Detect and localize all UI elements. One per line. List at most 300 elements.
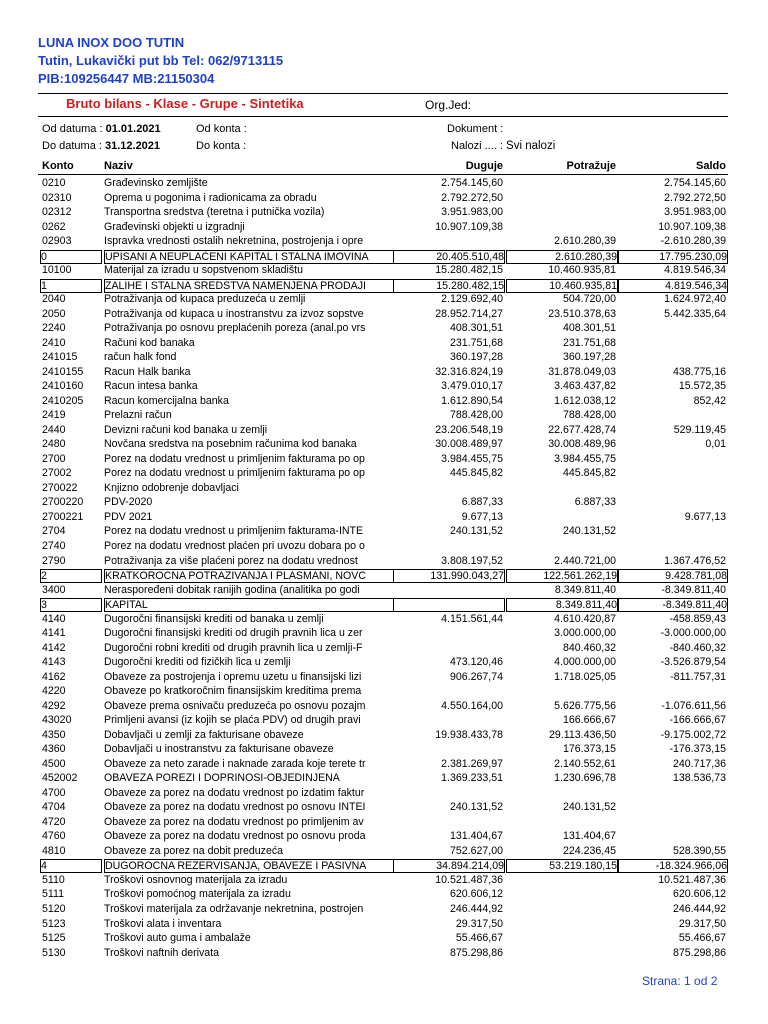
row-naziv: Porez na dodatu vrednost plaćen pri uvozu dobara po o — [104, 540, 365, 552]
row-saldo: -166.666,67 — [669, 714, 726, 727]
date-from — [42, 123, 161, 135]
table-row — [38, 787, 728, 802]
row-naziv: Troškovi pomoćnog materijala za izradu — [104, 888, 291, 901]
row-potrazuje: 2.440.721,00 — [554, 554, 616, 567]
row-duguje — [393, 598, 505, 612]
row-naziv: Dugoročni finansijski krediti od drugih pravnih lica u zer — [104, 627, 363, 640]
row-naziv: Obaveze za neto zarade i naknade zarada koje terete tr — [104, 757, 366, 770]
row-saldo: 29.317,50 — [678, 917, 726, 930]
row-naziv: Obaveze za porez na dodatu vrednost po osnovu proda — [104, 830, 366, 843]
row-naziv: Primljeni avansi (iz kojih se plaća PDV) od drugih pravi — [104, 714, 361, 727]
row-naziv: Obaveze za porez na dobit preduzeća — [104, 844, 284, 857]
row-duguje: 131.990.043,27 — [393, 569, 505, 583]
row-potrazuje: 5.626.775,56 — [554, 699, 616, 712]
row-saldo: 15.572,35 — [678, 380, 726, 393]
table-row — [38, 830, 728, 845]
row-konto: 5125 — [42, 932, 66, 945]
row-saldo: -811.757,31 — [670, 670, 726, 683]
row-potrazuje: 2.610.280,39 — [554, 235, 616, 248]
table-row — [38, 888, 728, 903]
row-konto: 0210 — [42, 177, 66, 189]
row-saldo: 10.521.487,36 — [658, 873, 726, 886]
row-duguje: 32.316.824,19 — [435, 365, 503, 378]
row-saldo: 528.390,55 — [672, 844, 726, 857]
row-potrazuje: 3.000.000,00 — [554, 627, 616, 640]
row-duguje: 788.428,00 — [449, 409, 503, 422]
row-potrazuje: 30.008.489,96 — [548, 438, 616, 451]
row-naziv: PDV 2021 — [104, 510, 153, 523]
row-duguje: 23.206.548,19 — [435, 423, 503, 436]
row-konto: 4142 — [42, 641, 66, 654]
row-duguje: 906.267,74 — [449, 670, 503, 683]
row-saldo: 10.907.109,38 — [658, 220, 726, 233]
row-saldo: 852,42 — [693, 394, 726, 407]
row-naziv: Transportna sredstva (teretna i putnička vozila) — [104, 206, 325, 219]
row-saldo: -3.000.000,00 — [660, 627, 726, 640]
row-konto: 5111 — [42, 888, 64, 901]
row-konto: 2700220 — [42, 496, 84, 509]
row-konto: 4140 — [42, 612, 66, 625]
table-row — [38, 685, 728, 700]
row-duguje: 3.984.455,75 — [441, 452, 503, 465]
row-potrazuje: 23.510.378,63 — [548, 307, 616, 320]
date-from-label: Od datuma : — [42, 123, 103, 135]
row-naziv: Potraživanja od kupaca u inostranstvu za izvoz sopstve — [104, 307, 364, 320]
row-potrazuje: 53.219.180,15 — [506, 859, 618, 873]
row-saldo: -8.349.811,40 — [661, 583, 726, 596]
row-naziv: Građevinski objekti u izgradnji — [104, 220, 245, 233]
row-duguje: 34.894.214,09 — [393, 859, 505, 873]
row-potrazuje: 4.610.420,87 — [554, 612, 616, 625]
row-konto: 4 — [40, 859, 102, 873]
row-naziv: Novčana sredstva na posebnim računima kod banaka — [104, 438, 357, 451]
table-row — [38, 801, 728, 816]
row-duguje: 473.120,46 — [449, 656, 503, 669]
table-row — [38, 584, 728, 599]
row-potrazuje: 166.666,67 — [562, 714, 616, 727]
table-row — [38, 351, 728, 366]
row-konto: 5123 — [42, 917, 66, 930]
table-row — [38, 322, 728, 337]
row-konto: 4220 — [42, 685, 66, 698]
row-konto: 10100 — [42, 264, 72, 277]
row-duguje: 2.129.692,40 — [441, 293, 503, 306]
row-saldo: -1.076.611,56 — [661, 699, 726, 712]
row-saldo: -458.859,43 — [669, 612, 726, 625]
row-konto: 270022 — [42, 481, 78, 494]
row-duguje: 15.280.482,15 — [393, 279, 505, 293]
row-naziv: Obaveze po kratkoročnim finansijskim kreditima prema — [104, 685, 362, 698]
table-row — [38, 424, 728, 439]
table-row — [38, 453, 728, 468]
table-row — [38, 729, 728, 744]
account-from-label: Od konta : — [196, 123, 247, 135]
table-row — [38, 206, 728, 221]
row-potrazuje: 31.878.049,03 — [548, 365, 616, 378]
row-konto: 0 — [40, 250, 102, 264]
table-row — [38, 235, 728, 250]
row-konto: 5120 — [42, 903, 66, 915]
row-naziv: Građevinsko zemljište — [104, 177, 208, 189]
row-duguje: 55.466,67 — [455, 932, 503, 945]
row-duguje: 360.197,28 — [449, 351, 503, 364]
row-potrazuje: 231.751,68 — [562, 336, 616, 349]
row-konto: 27002 — [42, 467, 72, 480]
row-duguje: 10.521.487,36 — [435, 873, 503, 886]
col-potrazuje: Potražuje — [566, 160, 616, 172]
company-ids: PIB:109256447 MB:21150304 — [38, 71, 215, 86]
row-duguje: 240.131,52 — [449, 525, 503, 538]
row-saldo: 620.606,12 — [672, 888, 726, 901]
col-konto: Konto — [42, 160, 74, 172]
row-potrazuje: 131.404,67 — [562, 830, 616, 843]
row-saldo: -2.610.280,39 — [660, 235, 726, 248]
table-row — [38, 671, 728, 686]
row-potrazuje: 1.718.025,05 — [554, 670, 616, 683]
row-naziv: Dugoročni finansijski krediti od banaka u zemlji — [104, 612, 324, 625]
row-potrazuje: 3.463.437,82 — [554, 380, 616, 393]
row-konto: 2740 — [42, 540, 66, 552]
row-saldo: 438.775,16 — [672, 365, 726, 378]
row-potrazuje: 2.140.552,61 — [554, 757, 616, 770]
row-duguje: 1.369.233,51 — [441, 772, 503, 785]
row-naziv: PDV-2020 — [104, 496, 153, 509]
row-naziv: Racun komercijalna banka — [104, 394, 229, 407]
row-duguje: 30.008.489,97 — [435, 438, 503, 451]
table-row — [38, 816, 728, 831]
row-potrazuje: 1.612.038,12 — [554, 394, 616, 407]
table-row — [38, 947, 728, 962]
date-to-value: 31.12.2021 — [104, 140, 161, 152]
row-konto: 43020 — [42, 714, 72, 727]
table-row — [38, 221, 728, 236]
row-naziv: Potraživanja od kupaca preduzeća u zemlji — [104, 293, 306, 306]
title-bar — [38, 93, 728, 117]
row-naziv: UPISANI A NEUPLAĆENI KAPITAL I STALNA IMOVINA — [104, 250, 394, 264]
table-row — [38, 540, 728, 555]
row-naziv: Obaveze prema osnivaču preduzeća po osnovu pozajm — [104, 699, 366, 712]
row-konto: 2790 — [42, 554, 66, 567]
page-indicator: Strana: 1 od 2 — [642, 974, 718, 988]
row-konto: 02312 — [42, 206, 72, 219]
row-duguje: 10.907.109,38 — [435, 220, 503, 233]
row-saldo: 2.754.145,60 — [664, 177, 726, 189]
class-total-row — [38, 279, 728, 294]
row-potrazuje: 122.561.262,19 — [506, 569, 618, 583]
row-duguje: 28.952.714,27 — [435, 307, 503, 320]
row-potrazuje: 176.373,15 — [562, 743, 616, 756]
row-saldo: -3.526.879,54 — [660, 656, 726, 669]
row-potrazuje: 504.720,00 — [562, 293, 616, 306]
table-row — [38, 293, 728, 308]
row-konto: 2700 — [42, 452, 66, 465]
row-konto: 4760 — [42, 830, 66, 843]
row-naziv: ZALIHE I STALNA SREDSTVA NAMENJENA PRODAJI — [104, 279, 394, 293]
row-naziv: Obaveze za postrojenja i opremu uzetu u finansijski lizi — [104, 670, 362, 683]
table-row — [38, 845, 728, 860]
row-konto: 2240 — [42, 322, 66, 335]
row-duguje: 2.792.272,50 — [441, 191, 503, 204]
table-row — [38, 903, 728, 918]
table-row — [38, 743, 728, 758]
row-potrazuje: 408.301,51 — [562, 322, 616, 335]
row-duguje: 3.479.010,17 — [441, 380, 503, 393]
row-konto: 0262 — [42, 220, 66, 233]
table-row — [38, 192, 728, 207]
date-from-value: 01.01.2021 — [105, 123, 161, 135]
row-saldo: 4.819.546,34 — [664, 264, 726, 277]
row-duguje: 4.550.164,00 — [441, 699, 503, 712]
table-row — [38, 482, 728, 497]
row-naziv: DUGOROCNA REZERVISANJA, OBAVEZE I PASIVNA — [104, 859, 394, 873]
row-konto: 1 — [40, 279, 102, 293]
row-potrazuje: 445.845,82 — [562, 467, 616, 480]
row-saldo: 875.298,86 — [672, 946, 726, 959]
row-naziv: Troškovi auto guma i ambalaže — [104, 932, 251, 945]
row-duguje: 408.301,51 — [449, 322, 503, 335]
row-naziv: Devizni računi kod banaka u zemlji — [104, 423, 268, 436]
row-duguje: 1.612.890,54 — [441, 394, 503, 407]
col-saldo: Saldo — [696, 160, 726, 172]
class-total-row — [38, 598, 728, 613]
row-konto: 4360 — [42, 743, 66, 756]
row-konto: 4704 — [42, 801, 66, 814]
table-row — [38, 642, 728, 657]
row-naziv: Računi kod banaka — [104, 336, 195, 349]
row-konto: 2410155 — [42, 365, 84, 378]
row-saldo: -8.349.811,40 — [618, 598, 728, 612]
row-naziv: Dobavljači u zemlji za fakturisane obaveze — [104, 728, 304, 741]
row-duguje: 620.606,12 — [449, 888, 503, 901]
row-duguje: 445.845,82 — [449, 467, 503, 480]
table-row — [38, 700, 728, 715]
row-saldo: 17.795.230,09 — [618, 250, 728, 264]
table-row — [38, 409, 728, 424]
row-duguje: 20.405.510,48 — [393, 250, 505, 264]
table-row — [38, 772, 728, 787]
row-konto: 4350 — [42, 728, 66, 741]
row-naziv: Porez na dodatu vrednost u primljenim fakturama po op — [104, 467, 365, 480]
row-duguje: 19.938.433,78 — [435, 728, 503, 741]
row-saldo: 240.717,36 — [672, 757, 726, 770]
row-konto: 2410160 — [42, 380, 84, 393]
row-duguje: 240.131,52 — [449, 801, 503, 814]
row-naziv: Troškovi naftnih derivata — [104, 946, 220, 959]
row-saldo: 55.466,67 — [678, 932, 726, 945]
table-row — [38, 627, 728, 642]
row-naziv: Knjizno odobrenje dobavljaci — [104, 481, 239, 494]
row-duguje: 9.677,13 — [461, 510, 503, 523]
row-konto: 2050 — [42, 307, 66, 320]
row-potrazuje: 2.610.280,39 — [506, 250, 618, 264]
document-label: Dokument : — [447, 123, 504, 135]
table-row — [38, 511, 728, 526]
row-saldo: 2.792.272,50 — [664, 191, 726, 204]
row-naziv: račun halk fond — [104, 351, 177, 364]
table-row — [38, 380, 728, 395]
row-saldo: 0,01 — [705, 438, 726, 451]
row-saldo: -840.460,32 — [669, 641, 726, 654]
table-row — [38, 525, 728, 540]
table-row — [38, 337, 728, 352]
row-duguje: 2.381.269,97 — [441, 757, 503, 770]
row-saldo: 1.367.476,52 — [664, 554, 726, 567]
row-saldo: 4.819.546,34 — [618, 279, 728, 293]
table-row — [38, 656, 728, 671]
row-naziv: Dugoročni robni krediti od drugih pravnih lica u zemlji-F — [104, 641, 363, 654]
company-name: LUNA INOX DOO TUTIN — [38, 35, 185, 50]
row-saldo: 138.536,73 — [672, 772, 726, 785]
account-to-label: Do konta : — [196, 140, 247, 152]
row-saldo: 529.119,45 — [673, 423, 726, 436]
row-konto: 4141 — [42, 627, 66, 640]
row-saldo: 246.444,92 — [672, 903, 726, 915]
row-naziv: Potraživanja po osnovu preplaćenih poreza (anal.po vrs — [104, 322, 366, 335]
row-naziv: OBAVEZA POREZI I DOPRINOSI-OBJEDINJENA — [104, 772, 340, 785]
report-title: Bruto bilans - Klase - Grupe - Sintetika — [66, 96, 304, 111]
row-duguje: 15.280.482,15 — [435, 264, 503, 277]
row-konto: 3 — [40, 598, 102, 612]
row-konto: 4500 — [42, 757, 66, 770]
row-naziv: Potraživanja za više plaćeni porez na dodatu vrednost — [104, 554, 358, 567]
row-konto: 452002 — [42, 772, 78, 785]
row-duguje: 4.151.561,44 — [441, 612, 503, 625]
date-to-label: Do datuma : — [42, 140, 102, 152]
company-address: Tutin, Lukavički put bb Tel: 062/9713115 — [38, 53, 284, 68]
row-duguje: 3.951.983,00 — [441, 206, 503, 219]
row-potrazuje: 29.113.436,50 — [549, 728, 616, 741]
row-potrazuje: 224.236,45 — [562, 844, 616, 857]
row-duguje: 2.754.145,60 — [441, 177, 503, 189]
row-naziv: Obaveze za porez na dodatu vrednost po primljenim av — [104, 815, 364, 828]
table-row — [38, 613, 728, 628]
row-konto: 2410205 — [42, 394, 84, 407]
row-potrazuje: 6.887,33 — [574, 496, 616, 509]
row-konto: 2 — [40, 569, 102, 583]
row-duguje: 6.887,33 — [461, 496, 503, 509]
row-naziv: KAPITAL — [104, 598, 394, 612]
row-naziv: Oprema u pogonima i radionicama za obradu — [104, 191, 317, 204]
row-konto: 4810 — [42, 844, 66, 857]
row-konto: 4292 — [42, 699, 66, 712]
table-row — [38, 467, 728, 482]
table-row — [38, 308, 728, 323]
row-potrazuje: 360.197,28 — [562, 351, 616, 364]
row-konto: 241015 — [42, 351, 78, 364]
table-row — [38, 438, 728, 453]
row-naziv: Troškovi alata i inventara — [104, 917, 222, 930]
row-duguje: 875.298,86 — [449, 946, 503, 959]
col-duguje: Duguje — [465, 160, 503, 172]
row-saldo: -176.373,15 — [669, 743, 726, 756]
row-konto: 2480 — [42, 438, 66, 451]
row-naziv: Porez na dodatu vrednost u primljenim fakturama-INTE — [104, 525, 364, 538]
class-total-row — [38, 250, 728, 265]
row-konto: 2704 — [42, 525, 66, 538]
row-potrazuje: 788.428,00 — [562, 409, 616, 422]
row-konto: 5110 — [42, 873, 65, 886]
row-konto: 02903 — [42, 235, 72, 248]
row-naziv: Dugoročni krediti od fizičkih lica u zemlji — [104, 656, 291, 669]
row-duguje: 3.808.197,52 — [441, 554, 503, 567]
row-potrazuje: 840.460,32 — [562, 641, 616, 654]
row-duguje: 29.317,50 — [455, 917, 503, 930]
row-potrazuje: 3.984.455,75 — [554, 452, 616, 465]
org-unit-label: Org.Jed: — [425, 98, 472, 112]
table-header — [38, 160, 728, 175]
row-konto: 2440 — [42, 423, 66, 436]
row-saldo: -9.175.002,72 — [660, 728, 726, 741]
date-to — [42, 140, 160, 152]
row-saldo: 1.624.972,40 — [664, 293, 726, 306]
table-row — [38, 264, 728, 279]
row-naziv: Obaveze za porez na dodatu vrednost po izdatim faktur — [104, 786, 365, 799]
col-naziv: Naziv — [104, 160, 133, 172]
row-konto: 2410 — [42, 336, 66, 349]
table-row — [38, 555, 728, 570]
table-row — [38, 496, 728, 511]
row-saldo: 5.442.335,64 — [664, 307, 726, 320]
row-potrazuje: 8.349.811,40 — [554, 583, 616, 596]
row-konto: 4700 — [42, 786, 66, 799]
table-row — [38, 932, 728, 947]
row-naziv: Troškovi materijala za održavanje nekretnina, postrojen — [104, 903, 364, 915]
row-potrazuje: 1.230.696,78 — [554, 772, 616, 785]
row-potrazuje: 240.131,52 — [562, 801, 616, 814]
row-naziv: Prelazni račun — [104, 409, 172, 422]
table-row — [38, 177, 728, 192]
row-konto: 02310 — [42, 191, 72, 204]
row-duguje: 131.404,67 — [449, 830, 503, 843]
row-konto: 3400 — [42, 583, 66, 596]
row-saldo: 9.428.781,08 — [618, 569, 728, 583]
row-naziv: Ispravka vrednosti ostalih nekretnina, postrojenja i opre — [104, 235, 364, 248]
row-naziv: Racun Halk banka — [104, 365, 191, 378]
row-potrazuje: 4.000.000,00 — [554, 656, 616, 669]
table-row — [38, 395, 728, 410]
row-naziv: KRATKOROCNA POTRAZIVANJA I PLASMANI, NOVC — [104, 569, 394, 583]
row-duguje: 752.627,00 — [449, 844, 503, 857]
row-duguje: 246.444,92 — [449, 903, 503, 915]
orders-value: Svi nalozi — [506, 140, 556, 152]
row-duguje: 231.751,68 — [449, 336, 503, 349]
orders-label: Nalozi .... : — [451, 140, 503, 152]
table-row — [38, 366, 728, 381]
row-saldo: -18.324.966,06 — [618, 859, 728, 873]
row-konto: 2700221 — [42, 510, 84, 523]
row-konto: 5130 — [42, 946, 66, 959]
row-naziv: Neraspoređeni dobitak ranijih godina (analitika po godi — [104, 583, 360, 596]
row-konto: 4162 — [42, 670, 66, 683]
table-row — [38, 758, 728, 773]
orders-filter — [451, 140, 555, 152]
row-naziv: Materijal za izradu u sopstvenom skladištu — [104, 264, 304, 277]
row-potrazuje: 240.131,52 — [562, 525, 616, 538]
row-naziv: Porez na dodatu vrednost u primljenim fakturama po op — [104, 452, 365, 465]
row-saldo: 9.677,13 — [684, 510, 726, 523]
row-potrazuje: 10.460.935,81 — [548, 264, 616, 277]
table-row — [38, 874, 728, 889]
row-konto: 2040 — [42, 293, 66, 306]
row-konto: 4143 — [42, 656, 66, 669]
row-potrazuje: 8.349.811,40 — [506, 598, 618, 612]
row-konto: 4720 — [42, 815, 66, 828]
row-potrazuje: 10.460.935,81 — [506, 279, 618, 293]
row-naziv: Troškovi osnovnog materijala za izradu — [104, 873, 288, 886]
class-total-row — [38, 859, 728, 874]
row-potrazuje: 22.677.428,74 — [548, 423, 616, 436]
row-naziv: Dobavljači u inostranstvu za fakturisane obaveze — [104, 743, 334, 756]
